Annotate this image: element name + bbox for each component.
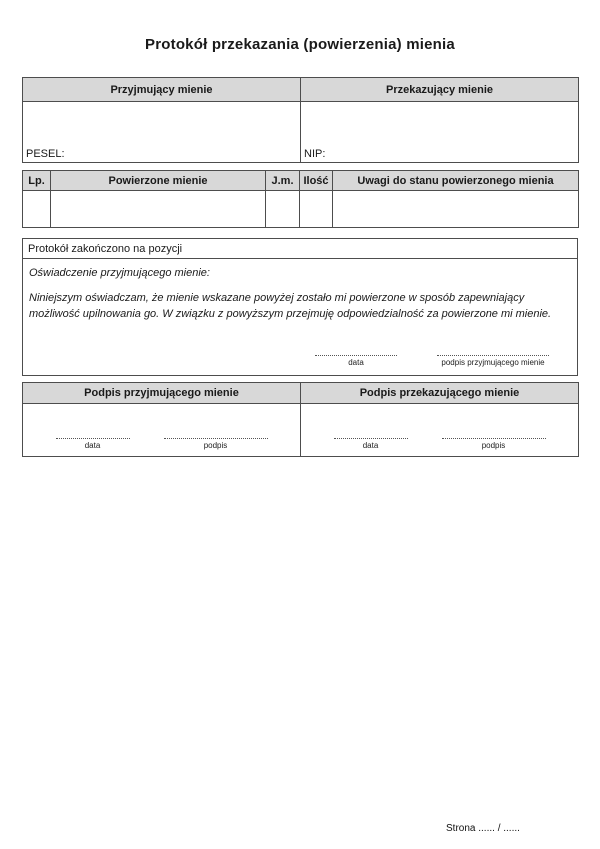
items-header-row bbox=[23, 171, 579, 191]
declaration-date-label: data bbox=[348, 358, 364, 367]
giver-date-label: data bbox=[362, 441, 379, 450]
col-powierzone-mienie: Powierzone mienie bbox=[51, 171, 266, 191]
declaration-signature-label: podpis przyjmującego mienie bbox=[441, 358, 545, 367]
pesel-label: PESEL: bbox=[26, 148, 65, 160]
parties-header-row bbox=[23, 78, 579, 102]
declaration-date-line bbox=[315, 346, 397, 356]
col-ilosc: Ilość bbox=[300, 171, 333, 191]
cell-lp bbox=[23, 191, 51, 228]
cell-powierzone-mienie bbox=[51, 191, 266, 228]
signatures-table bbox=[22, 382, 579, 457]
receiver-date-line bbox=[56, 429, 130, 439]
giver-podpis-label: podpis bbox=[481, 441, 506, 450]
receiver-signature-cell bbox=[23, 404, 301, 457]
declaration-signature-line bbox=[437, 346, 549, 356]
declaration-sign-row bbox=[315, 346, 549, 367]
giver-details-cell bbox=[301, 102, 579, 163]
giver-signature-header: Podpis przekazującego mienie bbox=[301, 383, 579, 404]
nip-label: NIP: bbox=[304, 148, 326, 160]
giver-signature-cell bbox=[301, 404, 579, 457]
giver-header: Przekazujący mienie bbox=[301, 78, 579, 102]
col-jm: J.m. bbox=[266, 171, 300, 191]
page-number: Strona ...... / ...... bbox=[446, 823, 520, 834]
giver-date-block bbox=[334, 429, 408, 450]
cell-ilosc bbox=[300, 191, 333, 228]
receiver-date-label: data bbox=[84, 441, 101, 450]
items-empty-row bbox=[23, 191, 579, 228]
items-table bbox=[22, 170, 579, 228]
giver-podpis-block bbox=[442, 429, 546, 450]
giver-date-line bbox=[334, 429, 408, 439]
declaration-box bbox=[22, 238, 578, 376]
giver-podpis-line bbox=[442, 429, 546, 439]
parties-body-row bbox=[23, 102, 579, 163]
receiver-date-block bbox=[56, 429, 130, 450]
page-title: Protokół przekazania (powierzenia) mienia bbox=[145, 36, 455, 53]
declaration-signature-block bbox=[437, 346, 549, 367]
col-uwagi: Uwagi do stanu powierzonego mienia bbox=[333, 171, 579, 191]
receiver-podpis-label: podpis bbox=[203, 441, 228, 450]
receiver-podpis-line bbox=[164, 429, 268, 439]
receiver-podpis-block bbox=[164, 429, 268, 450]
signatures-header-row bbox=[23, 383, 579, 404]
receiver-details-cell bbox=[23, 102, 301, 163]
closing-row bbox=[23, 239, 577, 259]
declaration-date-block bbox=[315, 346, 397, 367]
col-lp: Lp. bbox=[23, 171, 51, 191]
receiver-header: Przyjmujący mienie bbox=[23, 78, 301, 102]
closing-label: Protokół zakończono na pozycji bbox=[28, 243, 183, 255]
parties-table bbox=[22, 77, 579, 163]
receiver-signature-header: Podpis przyjmującego mienie bbox=[23, 383, 301, 404]
declaration-section bbox=[23, 259, 577, 375]
cell-jm bbox=[266, 191, 300, 228]
cell-uwagi bbox=[333, 191, 579, 228]
signatures-body-row bbox=[23, 404, 579, 457]
declaration-heading: Oświadczenie przyjmującego mienie: bbox=[29, 267, 210, 279]
declaration-body: Niniejszym oświadczam, że mienie wskazane powyżej zostało mi powierzone w sposób zapewniający możliwość upilnowania go. W związku z powyższym przejmuję odpowiedzialność za powierzone mi mienie. bbox=[29, 292, 552, 320]
